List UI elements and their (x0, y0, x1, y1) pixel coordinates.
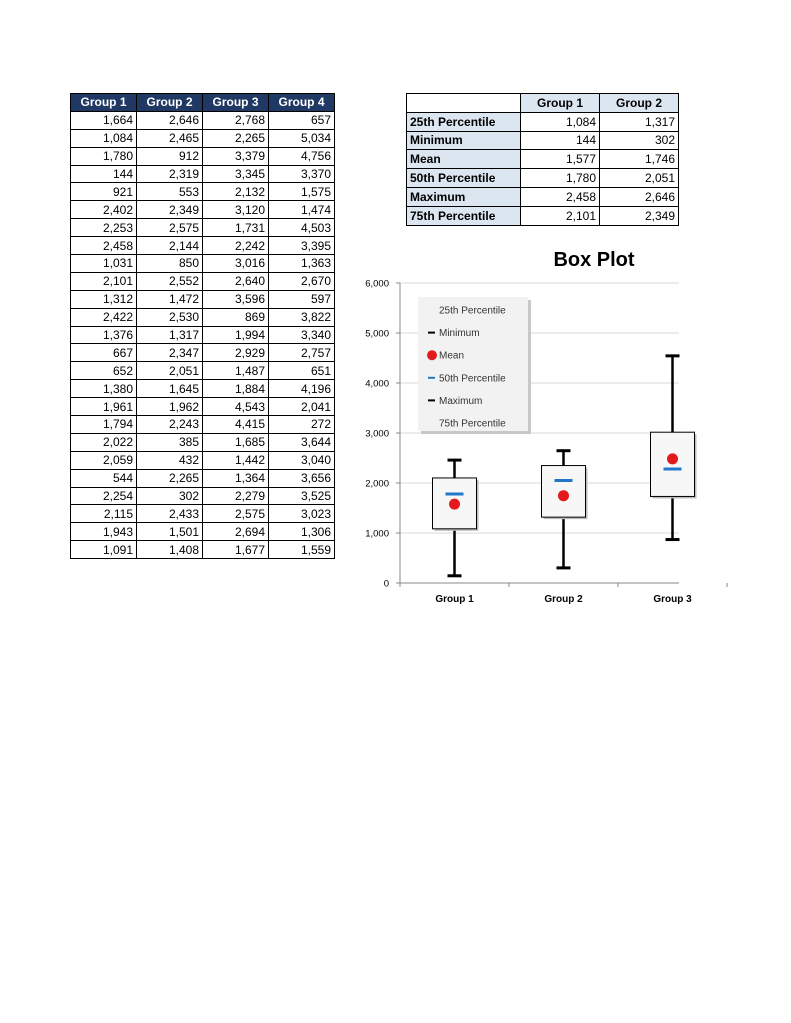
table-row (71, 183, 335, 201)
x-tick-label: Group 2 (544, 594, 583, 605)
stats-table-header-row (407, 94, 679, 113)
table-cell: 657 (269, 111, 335, 129)
stats-table-body (407, 112, 679, 225)
table-cell: 597 (269, 290, 335, 308)
legend-label: 25th Percentile (439, 305, 506, 317)
table-cell: 4,196 (269, 380, 335, 398)
table-cell: 2,646 (137, 111, 203, 129)
table-cell: 1,317 (137, 326, 203, 344)
stats-value-cell: 2,458 (521, 187, 600, 206)
table-cell: 544 (71, 469, 137, 487)
mean-marker (449, 499, 460, 510)
table-cell: 4,543 (203, 398, 269, 416)
table-cell: 1,474 (269, 201, 335, 219)
table-cell: 2,242 (203, 237, 269, 255)
data-header-group-4: Group 4 (269, 94, 335, 112)
table-cell: 2,433 (137, 505, 203, 523)
table-cell: 2,575 (137, 219, 203, 237)
table-cell: 1,559 (269, 541, 335, 559)
table-row (71, 433, 335, 451)
table-cell: 1,364 (203, 469, 269, 487)
table-cell: 2,041 (269, 398, 335, 416)
table-cell: 2,022 (71, 433, 137, 451)
table-cell: 1,442 (203, 451, 269, 469)
stats-corner-cell (407, 94, 521, 113)
table-row (71, 487, 335, 505)
table-row (71, 523, 335, 541)
table-cell: 1,487 (203, 362, 269, 380)
x-tick-label: Group 1 (435, 594, 474, 605)
data-table (70, 93, 335, 559)
mean-marker (558, 490, 569, 501)
mean-marker (667, 453, 678, 464)
table-cell: 921 (71, 183, 137, 201)
table-cell: 1,962 (137, 398, 203, 416)
table-cell: 2,101 (71, 272, 137, 290)
table-cell: 652 (71, 362, 137, 380)
table-cell: 667 (71, 344, 137, 362)
table-cell: 912 (137, 147, 203, 165)
data-header-group-2: Group 2 (137, 94, 203, 112)
table-cell: 1,408 (137, 541, 203, 559)
table-cell: 2,694 (203, 523, 269, 541)
table-cell: 3,596 (203, 290, 269, 308)
table-row (71, 505, 335, 523)
stats-value-cell: 2,101 (521, 206, 600, 225)
stats-value-cell: 2,051 (600, 169, 679, 188)
table-cell: 2,132 (203, 183, 269, 201)
table-cell: 2,265 (137, 469, 203, 487)
table-cell: 2,253 (71, 219, 137, 237)
table-cell: 4,415 (203, 416, 269, 434)
table-cell: 2,349 (137, 201, 203, 219)
table-cell: 2,265 (203, 129, 269, 147)
table-cell: 2,465 (137, 129, 203, 147)
data-header-group-1: Group 1 (71, 94, 137, 112)
y-tick-label: 6,000 (365, 278, 389, 290)
table-cell: 3,656 (269, 469, 335, 487)
table-cell: 1,306 (269, 523, 335, 541)
table-cell: 1,575 (269, 183, 335, 201)
table-cell: 2,319 (137, 165, 203, 183)
table-cell: 3,370 (269, 165, 335, 183)
table-cell: 2,051 (137, 362, 203, 380)
table-cell: 3,016 (203, 255, 269, 273)
table-cell: 1,943 (71, 523, 137, 541)
table-cell: 1,091 (71, 541, 137, 559)
table-cell: 2,552 (137, 272, 203, 290)
table-cell: 2,144 (137, 237, 203, 255)
table-row (71, 237, 335, 255)
table-cell: 1,645 (137, 380, 203, 398)
table-row (71, 416, 335, 434)
table-cell: 2,243 (137, 416, 203, 434)
stats-row-label: Mean (407, 150, 521, 169)
table-cell: 432 (137, 451, 203, 469)
table-cell: 302 (137, 487, 203, 505)
stats-value-cell: 1,780 (521, 169, 600, 188)
stats-header-group-2: Group 2 (600, 94, 679, 113)
table-cell: 272 (269, 416, 335, 434)
stats-value-cell: 2,646 (600, 187, 679, 206)
table-cell: 3,023 (269, 505, 335, 523)
table-row (71, 111, 335, 129)
table-cell: 2,530 (137, 308, 203, 326)
stats-row-label: Minimum (407, 131, 521, 150)
table-row (71, 255, 335, 273)
legend-label: Minimum (439, 328, 480, 340)
stats-row (407, 187, 679, 206)
y-tick-label: 2,000 (365, 478, 389, 490)
table-cell: 2,059 (71, 451, 137, 469)
table-cell: 2,458 (71, 237, 137, 255)
table-cell: 2,115 (71, 505, 137, 523)
table-cell: 1,501 (137, 523, 203, 541)
stats-value-cell: 2,349 (600, 206, 679, 225)
legend-label: Mean (439, 350, 465, 362)
table-cell: 3,379 (203, 147, 269, 165)
table-row (71, 290, 335, 308)
stats-row-label: 25th Percentile (407, 112, 521, 131)
table-cell: 1,677 (203, 541, 269, 559)
data-table-body (71, 111, 335, 558)
table-row (71, 308, 335, 326)
y-tick-label: 1,000 (365, 528, 389, 540)
stats-row (407, 112, 679, 131)
legend-mean-marker (427, 350, 437, 360)
table-cell: 5,034 (269, 129, 335, 147)
table-cell: 2,402 (71, 201, 137, 219)
stats-header-group-1: Group 1 (521, 94, 600, 113)
table-cell: 3,395 (269, 237, 335, 255)
legend-label: Maximum (439, 395, 483, 407)
y-tick-label: 0 (383, 578, 389, 590)
table-cell: 1,084 (71, 129, 137, 147)
legend-box (418, 297, 528, 431)
stats-row (407, 131, 679, 150)
table-cell: 1,961 (71, 398, 137, 416)
table-cell: 651 (269, 362, 335, 380)
table-cell: 2,575 (203, 505, 269, 523)
table-cell: 1,994 (203, 326, 269, 344)
table-row (71, 541, 335, 559)
table-cell: 2,254 (71, 487, 137, 505)
y-tick-label: 5,000 (365, 328, 389, 340)
stats-value-cell: 144 (521, 131, 600, 150)
table-cell: 1,472 (137, 290, 203, 308)
table-cell: 3,340 (269, 326, 335, 344)
table-cell: 1,794 (71, 416, 137, 434)
table-cell: 1,731 (203, 219, 269, 237)
data-table-header-row (71, 94, 335, 112)
table-cell: 3,040 (269, 451, 335, 469)
table-row (71, 201, 335, 219)
table-cell: 1,884 (203, 380, 269, 398)
table-cell: 3,822 (269, 308, 335, 326)
y-tick-label: 4,000 (365, 378, 389, 390)
table-cell: 1,685 (203, 433, 269, 451)
box-plot-chart (350, 240, 692, 615)
x-tick-label: Group 3 (653, 594, 692, 605)
table-cell: 385 (137, 433, 203, 451)
table-cell: 1,031 (71, 255, 137, 273)
legend-label: 75th Percentile (439, 418, 506, 430)
table-cell: 850 (137, 255, 203, 273)
stats-row-label: 50th Percentile (407, 169, 521, 188)
table-cell: 553 (137, 183, 203, 201)
table-row (71, 165, 335, 183)
stats-table (406, 93, 679, 226)
table-cell: 2,670 (269, 272, 335, 290)
table-cell: 1,363 (269, 255, 335, 273)
stats-value-cell: 302 (600, 131, 679, 150)
stats-row (407, 206, 679, 225)
stats-row-label: Maximum (407, 187, 521, 206)
table-cell: 3,345 (203, 165, 269, 183)
table-cell: 4,503 (269, 219, 335, 237)
y-tick-label: 3,000 (365, 428, 389, 440)
table-row (71, 147, 335, 165)
stats-value-cell: 1,577 (521, 150, 600, 169)
table-cell: 2,422 (71, 308, 137, 326)
stats-value-cell: 1,746 (600, 150, 679, 169)
table-cell: 2,640 (203, 272, 269, 290)
table-row (71, 362, 335, 380)
data-header-group-3: Group 3 (203, 94, 269, 112)
table-row (71, 344, 335, 362)
stats-value-cell: 1,084 (521, 112, 600, 131)
table-cell: 144 (71, 165, 137, 183)
table-cell: 3,525 (269, 487, 335, 505)
stats-row (407, 169, 679, 188)
stats-row-label: 75th Percentile (407, 206, 521, 225)
table-cell: 1,780 (71, 147, 137, 165)
table-row (71, 469, 335, 487)
table-cell: 2,929 (203, 344, 269, 362)
table-cell: 3,120 (203, 201, 269, 219)
table-row (71, 451, 335, 469)
stats-row (407, 150, 679, 169)
table-row (71, 398, 335, 416)
table-row (71, 219, 335, 237)
table-cell: 2,757 (269, 344, 335, 362)
table-cell: 1,312 (71, 290, 137, 308)
table-cell: 2,768 (203, 111, 269, 129)
table-cell: 1,380 (71, 380, 137, 398)
table-row (71, 272, 335, 290)
table-cell: 2,347 (137, 344, 203, 362)
stats-value-cell: 1,317 (600, 112, 679, 131)
legend-label: 50th Percentile (439, 373, 506, 385)
table-row (71, 326, 335, 344)
table-cell: 2,279 (203, 487, 269, 505)
table-cell: 1,664 (71, 111, 137, 129)
table-cell: 1,376 (71, 326, 137, 344)
table-cell: 4,756 (269, 147, 335, 165)
table-row (71, 129, 335, 147)
chart-title: Box Plot (553, 249, 635, 271)
table-cell: 869 (203, 308, 269, 326)
table-cell: 3,644 (269, 433, 335, 451)
table-row (71, 380, 335, 398)
